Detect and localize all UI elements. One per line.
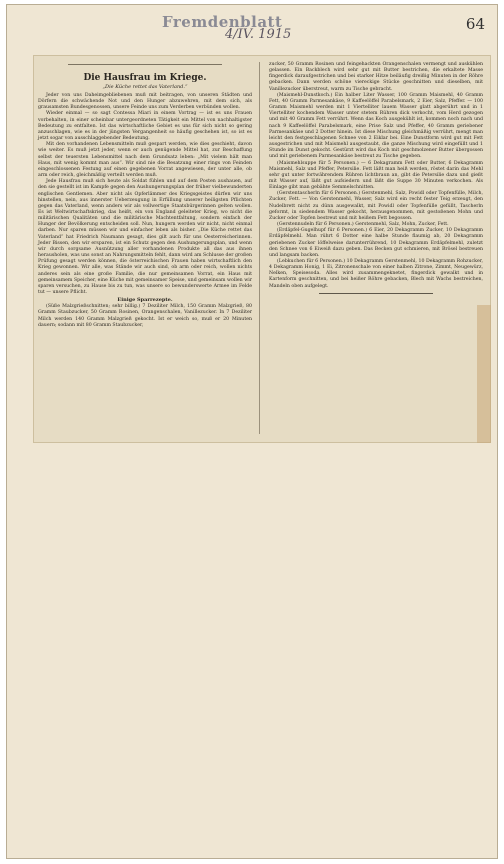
column-divider <box>259 62 260 434</box>
paragraph: Wieder einmal — so sagt Contessa Miari in einem Vortrag — ist es uns Frauen vorbehalten, in einer scheinbar untergeordneten Tätigkeit ein Mittel von nachhaltigster Bedeutung zu entfalten. Ist das wirtschaftliche Gebiet es uns für sich nicht so gering anzuschlagen, wie es in der jüngsten Vergangenheit so häufig geschehen ist, so ist es jetzt sogar von ausschlaggebender Bedeutung. <box>38 111 252 142</box>
recipe-paragraph: (Gerstennudeln für 6 Personen.) Gerstenmehl, Salz, Mohn, Zucker, Fett. <box>277 222 449 228</box>
end-rule <box>319 293 433 294</box>
paper-stain <box>477 305 491 443</box>
left-column <box>38 62 252 329</box>
paragraph: Jede Hausfrau muß sich heute als Soldat fühlen und auf dem Posten aushauen, auf den sie gestellt ist im Kampfe gegen den Aushungerungsplan der früher vielbewunderten englischen Gentlemen. Aber nicht als Opferlämmer des Kriegsgeistes dürfen wir uns hinstellen, nein, aus innerster Ueberzeugung in Erfüllung unserer heiligsten Pflichten gegen das Vaterland, wenn anders wir als vollwertige Staatsbürgerinnen gelten wollen. Es ist Weltwirtschaftskrieg, das heißt, ein von England geleiteter Krieg, wo nicht die militärischen Qualitäten und die militärische Machtentfaltung, sondern einfach der Hunger der Bevölkerung entscheiden soll. Nun, hungern werden wir nicht, nicht einmal darben. Nur sparen müssen wir und einfacher leben als bisher. „Die Küche rettet das Vaterland“ hat Friedrich Naumann gesagt, dies gilt auch für uns Oesterreicherinnen. Jeder Bissen, den wir ersparen, ist ein Schutz gegen den Aushungerungsplan, und wenn wir durch sorgsame Ausnützung aller vorhandenen Produkte all das aus ihnen herausholen, was uns sonst an Nahrungsmitteln fehlt, dann wird am Schlusse der großen Prüfung gesagt werden können, die österreichischen Frauen haben wirtschaftlich den Krieg gewonnen. Wir alle, was Stände wir auch sind, ob arm oder reich, wollen nichts anderes sein als eine große Familie, die nur gemeinsamen Vorrat, ein Haus mit gemeinsamem Speicher, eine Küche mit gemeinsamer Speise, und gemeinsam wollen wir sparen versuchen, zu Hause bis zu tun, was unsere so bewunderswerte Armee im Felde tut — unsere Pflicht. <box>38 179 252 295</box>
article-subtitle: „Die Küche rettet das Vaterland.“ <box>102 84 188 90</box>
newspaper-stamp: Fremdenblatt <box>162 13 283 31</box>
page-number: 64 <box>465 15 485 33</box>
recipe-paragraph: (Erdäpfel-Gugelhupf für 6 Personen.) 6 Eier, 20 Dekagramm Zucker, 10 Dekagramm Erdäpfelmehl. Man rührt 6 Dotter eine halbe Stunde flaumig ab, 20 Dekagramm geriebenen Zucker löffelweise darunterrührend, 10 Dekagramm Erdäpfelmehl, zuletzt den Schnee von 6 Eiweiß dazu geben. Das Becken gut schmieren, mit Brösel bestreuen und langsam backen. <box>269 228 483 258</box>
recipe-paragraph: (Lebkuchen für 6 Personen.) 10 Dekagramm Gerstenmehl, 10 Dekagramm Rohzucker, 4 Dekagramm Honig, 1 Ei, Zitronenschale von einer halben Zitrone, Zimmt, Neugewürz, Nelken, Speisesoda. Alles wird zusammengeknetet, fingerdick gewalkt und in Kartenform geschnitten, und bei heißer Röhre gebacken, Blech mit Wachs bestreichen, Mandeln oben aufgelegt. <box>269 259 483 289</box>
recipe-paragraph: (Süße Malzgrießschnitten; sehr billig.) 7 Deziliter Milch, 150 Gramm Malzgrieß, 80 Gramm Staubzucker, 50 Gramm Rosinen, Orangenschalen, Vanillezucker. In 7 Deziliter Milch werden 140 Gramm Malzgrieß gekocht. Ist er weich so, muß er 20 Minuten dauern; sodann mit 80 Gramm Staubzucker, <box>38 304 252 328</box>
recipe-paragraph: (Gerstentascherln für 6 Personen.) Gerstenmehl, Salz, Powidl oder Topfenfülle, Milch, Zucker, Fett. — Von Gerstenmehl, Wasser, Salz wird ein recht fester Teig erzeugt, den Nudelbrett nicht zu dünn ausgewalkt, mit Powidl oder Topfenfülle gefüllt, Tascherln geformt, in siedendem Wasser gekocht, herausgenommen, mit gestoßenen Mohn und Zucker oder Topfen bestreut und mit heißem Fett begossen. <box>269 191 483 221</box>
paragraph: Mit den vorhandenen Lebensmitteln muß gespart werden, wie dies geschieht, davon wie weiter. Es muß jetzt jeder, wenn er auch genügende Mittel hat, zur Beschaffung selbst der teuersten Lebensmittel nach dem Grundsatz leben: „Mit vielem hält man Haus, mit wenig kommt man aus“. Wir sind nie die Besatzung einer rings von Feinden eingeschlossenen Festung auf einen gegebenen Vorrat angewiesen, der unter alle, ob arm oder reich, gleichmäßig verteilt werden muß. <box>38 142 252 179</box>
handwritten-date: 4/IV. 1915 <box>225 27 292 42</box>
recipe-paragraph: (Maismehlsuppe für 5 Personen.) — 6 Dekagramm Fett oder Butter, 6 Dekagramm Maismehl, Salz und Pfeffer, Petersilie. Fett läßt man heiß werden, röstet darin das Mehl sehr gut unter fortwährendem Rühren lichtbraun an, gibt die Petersilie dazu und gießt mit Wasser auf, läßt gut aufsiedern und läßt die Suppe 30 Minuten verkochen. Als Einlage gibt man gebähte Semmelschnitten. <box>269 160 483 191</box>
recipe-paragraph: (Maismehl-Dunstkoch.) Ein halber Liter Wasser, 100 Gramm Maismehl, 40 Gramm Fett, 40 Gramm Parmesankäse, 9 Kaffeelöffel Parabelsmark, 2 Eier, Salz, Pfeffer. — 100 Gramm Maismehl werden mit 1 Viertelliter lauem Wasser glatt abgerührt und in 1 Viertelliter kochendem Wasser unter stetem Rühren dick verkocht, vom Herd gezogen und mit 40 Gramm Fett verrührt. Wenn das Koch ausgekühlt ist, kommen noch nach und nach 9 Kaffeelöffel Parabelsmark, eine Prise Salz und Pfeffer, 40 Gramm geriebener Parmesankäse und 2 Dotter hinein. Ist diese Mischung gleichmäßig verrührt, mengt man leicht den festgeschlagenen Schnee von 2 Eiklar bei. Eine Dunstform wird gut mit Fett ausgestrichen und mit Maismehl ausgestaubt, die ganze Mischung wird eingefüllt und 1 Stunde im Dunst gekocht. Gestürzt wird das Koch mit geschmolzener Butter übergossen und mit geriebenem Parmesankäse bestreut zu Tische gegeben. <box>269 92 483 160</box>
recipe-paragraph: zucker, 50 Gramm Rosinen und feingehackten Orangenschalen vermengt und auskühlen gelassen. Ein Backblech wird sehr gut mit Butter bestrichen, die erkaltete Masse fingerdick daraufgestrichen und bei starker Hitze beiläufig dreißig Minuten in der Röhre gebacken. Dann werden schöne viereckige Stücke geschnitten und dieselben, mit Vanillezucker überstreut, warm zu Tische gebracht. <box>269 62 483 92</box>
right-column <box>269 62 483 294</box>
top-rule <box>68 64 222 65</box>
paragraph: Jeder von uns Daheimgebliebenen muß mit beitragen, von unseren Städten und Dörfern die schwächende Not und den Hunger abzuwehren, mit dem sich, als grausamsten Bundesgenossen, unsere Feinde uns zum Verderben verbünden wollen. <box>38 93 252 111</box>
newspaper-clipping <box>33 55 491 443</box>
archive-sheet <box>6 4 498 859</box>
recipes-title: Einige Sparrezepte. <box>117 297 173 304</box>
article-headline: Die Hausfrau im Kriege. <box>83 73 207 83</box>
